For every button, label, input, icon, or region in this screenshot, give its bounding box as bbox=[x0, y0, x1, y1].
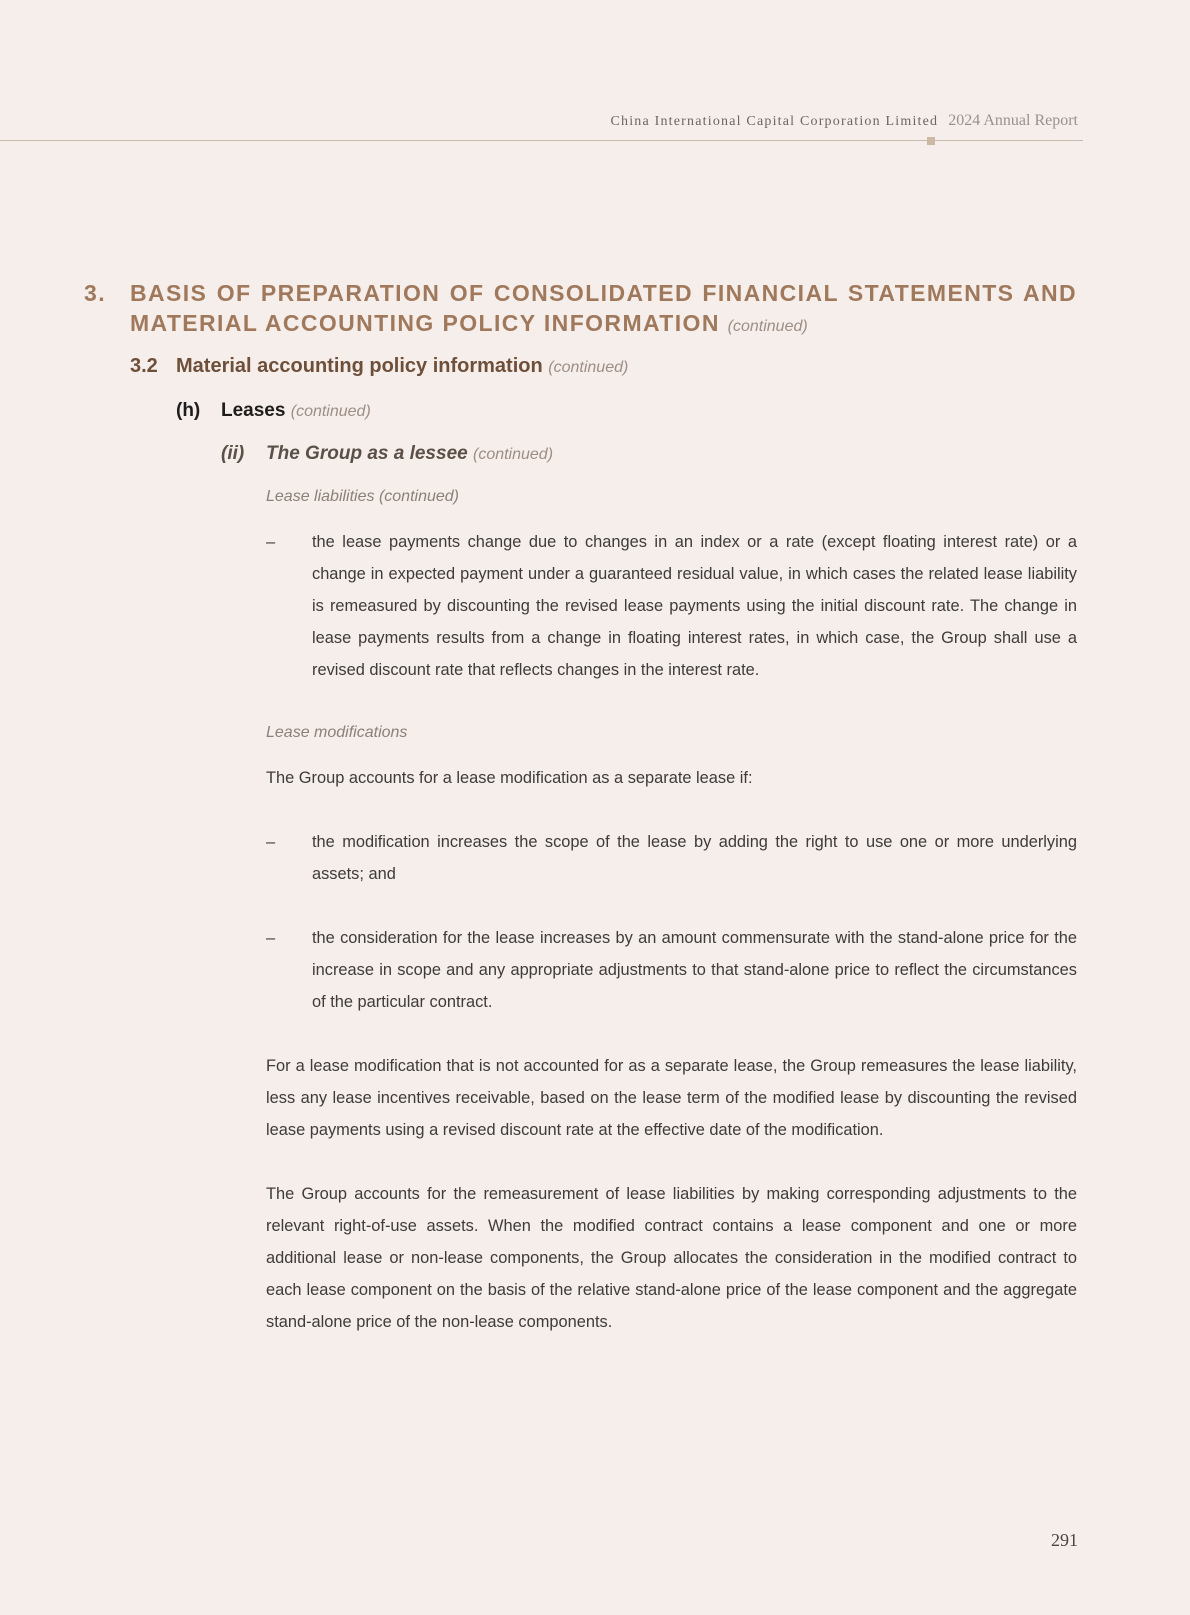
lease-liabilities-heading: Lease liabilities (continued) bbox=[266, 488, 459, 505]
section-title-line2 bbox=[130, 308, 808, 342]
item-title: Leases bbox=[221, 400, 286, 421]
item-continued: (continued) bbox=[290, 403, 371, 420]
lease-modifications-paragraph-1: For a lease modification that is not accounted for as a separate lease, the Group remeasures the lease liability, less any lease incentives receivable, based on the lease term of the modified lease by discounting the revised lease payments using a revised discount rate at the effective date of the modification. bbox=[266, 1057, 1077, 1139]
bullet-text: the lease payments change due to changes in an index or a rate (except floating interest rate) or a change in expected payment under a guaranteed residual value, in which cases the related lease liability is remeasured by discounting the revised lease payments using the initial discount rate. The change in lease payments results from a change in floating interest rates, in which case, the Group shall use a revised discount rate that reflects changes in the interest rate. bbox=[312, 533, 1077, 679]
subsection-number: 3.2 bbox=[130, 355, 158, 377]
company-name: China International Capital Corporation Limited bbox=[610, 114, 939, 129]
subitem-continued: (continued) bbox=[472, 446, 554, 463]
page-number: 291 bbox=[1051, 1530, 1078, 1550]
item-number: (h) bbox=[176, 400, 201, 421]
report-title: 2024 Annual Report bbox=[948, 112, 1078, 129]
item-heading bbox=[176, 400, 371, 422]
lease-modifications-heading: Lease modifications bbox=[266, 724, 408, 741]
bullet-text: the modification increases the scope of the lease by adding the right to use one or more underlying assets; and bbox=[312, 833, 1077, 883]
lease-liabilities-bullet bbox=[266, 526, 1077, 686]
section-continued: (continued) bbox=[727, 318, 808, 335]
page-header bbox=[610, 112, 1078, 130]
section-title-line2-text: MATERIAL ACCOUNTING POLICY INFORMATION bbox=[130, 310, 720, 336]
subsection-heading bbox=[130, 355, 628, 378]
lease-modifications-intro: The Group accounts for a lease modification as a separate lease if: bbox=[266, 769, 753, 787]
subitem-title: The Group as a lessee bbox=[266, 443, 468, 464]
header-rule bbox=[0, 140, 1083, 141]
subitem-heading bbox=[221, 443, 553, 465]
lease-modifications-bullet-2 bbox=[266, 922, 1077, 1018]
subitem-number: (ii) bbox=[221, 443, 245, 464]
bullet-dash: – bbox=[266, 533, 276, 551]
subsection-title: Material accounting policy information bbox=[176, 355, 543, 377]
bullet-text: the consideration for the lease increases by an amount commensurate with the stand-alone price for the increase in scope and any appropriate adjustments to that stand-alone price to reflect the circumstances of the particular contract. bbox=[312, 929, 1077, 1011]
header-rule-marker bbox=[927, 137, 935, 145]
bullet-dash: – bbox=[266, 929, 276, 947]
section-number: 3. bbox=[84, 280, 106, 306]
lease-modifications-paragraph-2: The Group accounts for the remeasurement of lease liabilities by making corresponding adjustments to the relevant right-of-use assets. When the modified contract contains a lease component and one or more additional lease or non-lease components, the Group allocates the consideration in the modified contract to each lease component on the basis of the relative stand-alone price of the lease component and the aggregate stand-alone price of the non-lease components. bbox=[266, 1185, 1077, 1331]
section-title-line1: BASIS OF PREPARATION OF CONSOLIDATED FINANCIAL STATEMENTS AND bbox=[130, 280, 1077, 306]
bullet-dash: – bbox=[266, 833, 276, 851]
subsection-continued: (continued) bbox=[548, 359, 629, 376]
lease-modifications-bullet-1 bbox=[266, 826, 1077, 890]
